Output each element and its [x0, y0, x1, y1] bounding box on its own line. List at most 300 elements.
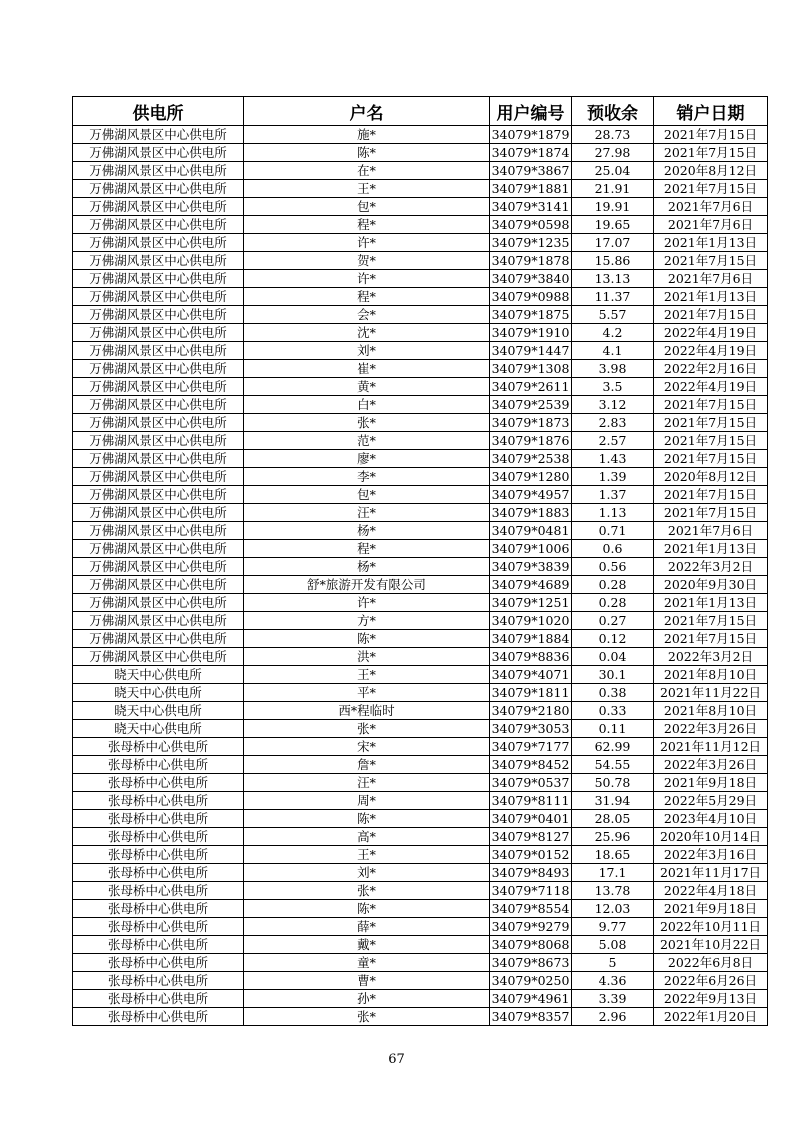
- cell-closure-date: 2020年9月30日: [654, 576, 768, 594]
- cell-supply-station: 张母桥中心供电所: [73, 936, 244, 954]
- cell-prepaid-balance: 3.39: [572, 990, 654, 1008]
- cell-supply-station: 张母桥中心供电所: [73, 792, 244, 810]
- table-row: [73, 918, 768, 936]
- cell-supply-station: 张母桥中心供电所: [73, 1008, 244, 1026]
- cell-prepaid-balance: 18.65: [572, 846, 654, 864]
- table-row: [73, 810, 768, 828]
- cell-supply-station: 万佛湖风景区中心供电所: [73, 594, 244, 612]
- cell-supply-station: 张母桥中心供电所: [73, 900, 244, 918]
- cell-user-number: 34079*0537: [490, 774, 572, 792]
- cell-supply-station: 万佛湖风景区中心供电所: [73, 522, 244, 540]
- cell-account-name: 王*: [244, 180, 490, 198]
- cell-account-name: 陈*: [244, 810, 490, 828]
- table-row: [73, 450, 768, 468]
- cell-closure-date: 2021年7月15日: [654, 504, 768, 522]
- cell-supply-station: 万佛湖风景区中心供电所: [73, 342, 244, 360]
- cell-account-name: 汪*: [244, 774, 490, 792]
- header-supply-station: 供电所: [73, 97, 244, 126]
- cell-account-name: 詹*: [244, 756, 490, 774]
- cell-account-name: 包*: [244, 486, 490, 504]
- cell-prepaid-balance: 2.96: [572, 1008, 654, 1026]
- cell-closure-date: 2021年8月10日: [654, 702, 768, 720]
- cell-user-number: 34079*8452: [490, 756, 572, 774]
- cell-account-name: 李*: [244, 468, 490, 486]
- cell-supply-station: 万佛湖风景区中心供电所: [73, 144, 244, 162]
- cell-account-name: 高*: [244, 828, 490, 846]
- cell-supply-station: 万佛湖风景区中心供电所: [73, 180, 244, 198]
- cell-closure-date: 2021年7月6日: [654, 216, 768, 234]
- cell-user-number: 34079*8068: [490, 936, 572, 954]
- table-row: [73, 666, 768, 684]
- cell-account-name: 陈*: [244, 630, 490, 648]
- cell-account-name: 曹*: [244, 972, 490, 990]
- table-row: [73, 720, 768, 738]
- cell-account-name: 舒*旅游开发有限公司: [244, 576, 490, 594]
- cell-user-number: 34079*8493: [490, 864, 572, 882]
- cell-closure-date: 2021年7月6日: [654, 270, 768, 288]
- cell-supply-station: 万佛湖风景区中心供电所: [73, 648, 244, 666]
- table-row: [73, 756, 768, 774]
- cell-supply-station: 万佛湖风景区中心供电所: [73, 126, 244, 144]
- cell-closure-date: 2021年7月15日: [654, 630, 768, 648]
- cell-prepaid-balance: 21.91: [572, 180, 654, 198]
- cell-account-name: 程*: [244, 540, 490, 558]
- cell-account-name: 会*: [244, 306, 490, 324]
- cell-prepaid-balance: 31.94: [572, 792, 654, 810]
- cell-closure-date: 2021年1月13日: [654, 540, 768, 558]
- cell-closure-date: 2022年4月19日: [654, 324, 768, 342]
- table-row: [73, 126, 768, 144]
- table-row: [73, 144, 768, 162]
- cell-supply-station: 晓天中心供电所: [73, 666, 244, 684]
- cell-supply-station: 张母桥中心供电所: [73, 774, 244, 792]
- cell-closure-date: 2021年7月6日: [654, 522, 768, 540]
- cell-closure-date: 2020年8月12日: [654, 468, 768, 486]
- cell-prepaid-balance: 62.99: [572, 738, 654, 756]
- cell-account-name: 程*: [244, 216, 490, 234]
- cell-user-number: 34079*1447: [490, 342, 572, 360]
- cell-user-number: 34079*1884: [490, 630, 572, 648]
- cell-closure-date: 2022年6月26日: [654, 972, 768, 990]
- cell-account-name: 在*: [244, 162, 490, 180]
- cell-prepaid-balance: 25.04: [572, 162, 654, 180]
- page-number: 67: [388, 1052, 405, 1067]
- table-row: [73, 702, 768, 720]
- cell-prepaid-balance: 1.37: [572, 486, 654, 504]
- cell-account-name: 施*: [244, 126, 490, 144]
- cell-prepaid-balance: 0.27: [572, 612, 654, 630]
- cell-closure-date: 2022年3月16日: [654, 846, 768, 864]
- cell-user-number: 34079*1883: [490, 504, 572, 522]
- cell-prepaid-balance: 27.98: [572, 144, 654, 162]
- table-row: [73, 270, 768, 288]
- cell-user-number: 34079*0152: [490, 846, 572, 864]
- cell-prepaid-balance: 5.08: [572, 936, 654, 954]
- cell-account-name: 童*: [244, 954, 490, 972]
- cell-prepaid-balance: 12.03: [572, 900, 654, 918]
- table-row: [73, 828, 768, 846]
- cell-prepaid-balance: 28.05: [572, 810, 654, 828]
- cell-supply-station: 万佛湖风景区中心供电所: [73, 558, 244, 576]
- cell-user-number: 34079*1006: [490, 540, 572, 558]
- cell-closure-date: 2020年10月14日: [654, 828, 768, 846]
- table-row: [73, 558, 768, 576]
- cell-supply-station: 张母桥中心供电所: [73, 738, 244, 756]
- cell-user-number: 34079*8127: [490, 828, 572, 846]
- cell-account-name: 许*: [244, 234, 490, 252]
- cell-user-number: 34079*8357: [490, 1008, 572, 1026]
- cell-closure-date: 2021年9月18日: [654, 900, 768, 918]
- cell-supply-station: 万佛湖风景区中心供电所: [73, 288, 244, 306]
- table-row: [73, 882, 768, 900]
- table-row: [73, 504, 768, 522]
- cell-user-number: 34079*8554: [490, 900, 572, 918]
- cell-account-name: 刘*: [244, 864, 490, 882]
- table-row: [73, 738, 768, 756]
- cell-supply-station: 万佛湖风景区中心供电所: [73, 612, 244, 630]
- cell-user-number: 34079*9279: [490, 918, 572, 936]
- cell-closure-date: 2022年1月20日: [654, 1008, 768, 1026]
- cell-user-number: 34079*1811: [490, 684, 572, 702]
- table-row: [73, 378, 768, 396]
- cell-prepaid-balance: 2.83: [572, 414, 654, 432]
- cell-prepaid-balance: 11.37: [572, 288, 654, 306]
- cell-prepaid-balance: 3.5: [572, 378, 654, 396]
- cell-user-number: 34079*3867: [490, 162, 572, 180]
- table-row: [73, 612, 768, 630]
- table-row: [73, 180, 768, 198]
- cell-prepaid-balance: 13.13: [572, 270, 654, 288]
- cell-closure-date: 2021年7月15日: [654, 396, 768, 414]
- cell-closure-date: 2021年7月15日: [654, 126, 768, 144]
- cell-user-number: 34079*1910: [490, 324, 572, 342]
- table-row: [73, 900, 768, 918]
- cell-prepaid-balance: 1.43: [572, 450, 654, 468]
- table-row: [73, 432, 768, 450]
- header-user-number: 用户编号: [490, 97, 572, 126]
- cell-supply-station: 张母桥中心供电所: [73, 972, 244, 990]
- cell-account-name: 贺*: [244, 252, 490, 270]
- cell-supply-station: 万佛湖风景区中心供电所: [73, 468, 244, 486]
- header-prepaid-balance: 预收余: [572, 97, 654, 126]
- cell-closure-date: 2022年3月26日: [654, 756, 768, 774]
- cell-account-name: 戴*: [244, 936, 490, 954]
- table-row: [73, 576, 768, 594]
- cell-closure-date: 2021年11月22日: [654, 684, 768, 702]
- table-row: [73, 540, 768, 558]
- cell-account-name: 平*: [244, 684, 490, 702]
- cell-prepaid-balance: 9.77: [572, 918, 654, 936]
- cell-closure-date: 2021年7月15日: [654, 180, 768, 198]
- cell-prepaid-balance: 0.38: [572, 684, 654, 702]
- table-row: [73, 468, 768, 486]
- cell-user-number: 34079*7177: [490, 738, 572, 756]
- cell-account-name: 洪*: [244, 648, 490, 666]
- cell-user-number: 34079*8111: [490, 792, 572, 810]
- cell-closure-date: 2022年3月26日: [654, 720, 768, 738]
- cell-user-number: 34079*2180: [490, 702, 572, 720]
- cell-closure-date: 2022年3月2日: [654, 648, 768, 666]
- cell-closure-date: 2022年10月11日: [654, 918, 768, 936]
- cell-closure-date: 2021年8月10日: [654, 666, 768, 684]
- cell-user-number: 34079*1251: [490, 594, 572, 612]
- cell-supply-station: 张母桥中心供电所: [73, 828, 244, 846]
- cell-closure-date: 2021年9月18日: [654, 774, 768, 792]
- table-row: [73, 990, 768, 1008]
- cell-account-name: 黄*: [244, 378, 490, 396]
- cell-prepaid-balance: 50.78: [572, 774, 654, 792]
- cell-closure-date: 2021年7月6日: [654, 198, 768, 216]
- cell-prepaid-balance: 15.86: [572, 252, 654, 270]
- cell-supply-station: 万佛湖风景区中心供电所: [73, 630, 244, 648]
- cell-prepaid-balance: 0.6: [572, 540, 654, 558]
- cell-closure-date: 2021年11月17日: [654, 864, 768, 882]
- cell-supply-station: 晓天中心供电所: [73, 702, 244, 720]
- cell-closure-date: 2021年7月15日: [654, 144, 768, 162]
- cell-supply-station: 万佛湖风景区中心供电所: [73, 198, 244, 216]
- table-body: [73, 126, 768, 1026]
- cell-account-name: 陈*: [244, 900, 490, 918]
- cell-supply-station: 万佛湖风景区中心供电所: [73, 270, 244, 288]
- cell-supply-station: 张母桥中心供电所: [73, 918, 244, 936]
- cell-prepaid-balance: 17.1: [572, 864, 654, 882]
- cell-account-name: 许*: [244, 594, 490, 612]
- cell-prepaid-balance: 13.78: [572, 882, 654, 900]
- table-row: [73, 252, 768, 270]
- cell-user-number: 34079*1235: [490, 234, 572, 252]
- table-row: [73, 522, 768, 540]
- header-account-name: 户名: [244, 97, 490, 126]
- cell-supply-station: 万佛湖风景区中心供电所: [73, 450, 244, 468]
- cell-account-name: 杨*: [244, 522, 490, 540]
- cell-closure-date: 2020年8月12日: [654, 162, 768, 180]
- cell-closure-date: 2021年7月15日: [654, 306, 768, 324]
- table-row: [73, 1008, 768, 1026]
- cell-supply-station: 张母桥中心供电所: [73, 882, 244, 900]
- cell-closure-date: 2021年11月12日: [654, 738, 768, 756]
- cell-supply-station: 万佛湖风景区中心供电所: [73, 324, 244, 342]
- cell-prepaid-balance: 54.55: [572, 756, 654, 774]
- cell-account-name: 沈*: [244, 324, 490, 342]
- cell-account-name: 薛*: [244, 918, 490, 936]
- cell-user-number: 34079*3053: [490, 720, 572, 738]
- cell-supply-station: 万佛湖风景区中心供电所: [73, 234, 244, 252]
- cell-closure-date: 2021年10月22日: [654, 936, 768, 954]
- cell-user-number: 34079*2539: [490, 396, 572, 414]
- cell-prepaid-balance: 3.12: [572, 396, 654, 414]
- cell-prepaid-balance: 0.12: [572, 630, 654, 648]
- cell-account-name: 张*: [244, 414, 490, 432]
- cell-prepaid-balance: 4.2: [572, 324, 654, 342]
- cell-supply-station: 万佛湖风景区中心供电所: [73, 378, 244, 396]
- table-row: [73, 396, 768, 414]
- cell-user-number: 34079*1874: [490, 144, 572, 162]
- cell-user-number: 34079*1873: [490, 414, 572, 432]
- cell-supply-station: 张母桥中心供电所: [73, 990, 244, 1008]
- table-header-row: [73, 97, 768, 126]
- table-row: [73, 234, 768, 252]
- cell-supply-station: 万佛湖风景区中心供电所: [73, 414, 244, 432]
- cell-user-number: 34079*1879: [490, 126, 572, 144]
- table-row: [73, 936, 768, 954]
- header-closure-date: 销户日期: [654, 97, 768, 126]
- cell-supply-station: 万佛湖风景区中心供电所: [73, 162, 244, 180]
- cell-user-number: 34079*2611: [490, 378, 572, 396]
- table-row: [73, 360, 768, 378]
- cell-user-number: 34079*1875: [490, 306, 572, 324]
- cell-user-number: 34079*2538: [490, 450, 572, 468]
- cell-closure-date: 2021年1月13日: [654, 594, 768, 612]
- cell-closure-date: 2022年6月8日: [654, 954, 768, 972]
- cell-account-name: 陈*: [244, 144, 490, 162]
- cell-user-number: 34079*0401: [490, 810, 572, 828]
- cell-account-name: 刘*: [244, 342, 490, 360]
- cell-prepaid-balance: 0.28: [572, 594, 654, 612]
- cell-closure-date: 2022年2月16日: [654, 360, 768, 378]
- cell-user-number: 34079*8836: [490, 648, 572, 666]
- cell-closure-date: 2022年5月29日: [654, 792, 768, 810]
- cell-prepaid-balance: 1.13: [572, 504, 654, 522]
- cell-user-number: 34079*1876: [490, 432, 572, 450]
- cell-account-name: 崔*: [244, 360, 490, 378]
- table-row: [73, 306, 768, 324]
- cell-prepaid-balance: 1.39: [572, 468, 654, 486]
- cell-prepaid-balance: 5.57: [572, 306, 654, 324]
- cell-user-number: 34079*7118: [490, 882, 572, 900]
- cell-prepaid-balance: 30.1: [572, 666, 654, 684]
- cell-closure-date: 2021年7月15日: [654, 612, 768, 630]
- cell-prepaid-balance: 0.56: [572, 558, 654, 576]
- cell-account-name: 包*: [244, 198, 490, 216]
- cell-prepaid-balance: 0.33: [572, 702, 654, 720]
- cell-user-number: 34079*0250: [490, 972, 572, 990]
- cell-closure-date: 2021年7月15日: [654, 252, 768, 270]
- cell-supply-station: 万佛湖风景区中心供电所: [73, 540, 244, 558]
- cell-account-name: 程*: [244, 288, 490, 306]
- cell-supply-station: 万佛湖风景区中心供电所: [73, 252, 244, 270]
- cell-account-name: 周*: [244, 792, 490, 810]
- cell-prepaid-balance: 3.98: [572, 360, 654, 378]
- cell-prepaid-balance: 0.28: [572, 576, 654, 594]
- cell-prepaid-balance: 19.65: [572, 216, 654, 234]
- cell-closure-date: 2021年7月15日: [654, 450, 768, 468]
- cell-prepaid-balance: 0.71: [572, 522, 654, 540]
- table-row: [73, 954, 768, 972]
- cell-closure-date: 2021年7月15日: [654, 414, 768, 432]
- cell-account-name: 孙*: [244, 990, 490, 1008]
- cell-user-number: 34079*4957: [490, 486, 572, 504]
- account-closure-table: [72, 96, 768, 1026]
- table-row: [73, 216, 768, 234]
- cell-closure-date: 2022年3月2日: [654, 558, 768, 576]
- table-row: [73, 774, 768, 792]
- cell-prepaid-balance: 19.91: [572, 198, 654, 216]
- cell-user-number: 34079*4961: [490, 990, 572, 1008]
- table-row: [73, 486, 768, 504]
- cell-supply-station: 张母桥中心供电所: [73, 756, 244, 774]
- table-row: [73, 630, 768, 648]
- cell-supply-station: 张母桥中心供电所: [73, 864, 244, 882]
- cell-closure-date: 2021年7月15日: [654, 432, 768, 450]
- cell-user-number: 34079*1881: [490, 180, 572, 198]
- cell-account-name: 廖*: [244, 450, 490, 468]
- cell-supply-station: 张母桥中心供电所: [73, 810, 244, 828]
- table-row: [73, 684, 768, 702]
- table-row: [73, 324, 768, 342]
- cell-prepaid-balance: 0.04: [572, 648, 654, 666]
- cell-account-name: 张*: [244, 720, 490, 738]
- cell-account-name: 宋*: [244, 738, 490, 756]
- cell-user-number: 34079*1280: [490, 468, 572, 486]
- cell-closure-date: 2022年4月19日: [654, 378, 768, 396]
- table-row: [73, 198, 768, 216]
- cell-account-name: 许*: [244, 270, 490, 288]
- cell-user-number: 34079*3840: [490, 270, 572, 288]
- cell-account-name: 白*: [244, 396, 490, 414]
- cell-closure-date: 2021年1月13日: [654, 288, 768, 306]
- cell-account-name: 张*: [244, 882, 490, 900]
- cell-prepaid-balance: 4.36: [572, 972, 654, 990]
- cell-supply-station: 万佛湖风景区中心供电所: [73, 216, 244, 234]
- cell-user-number: 34079*8673: [490, 954, 572, 972]
- cell-prepaid-balance: 0.11: [572, 720, 654, 738]
- cell-user-number: 34079*0481: [490, 522, 572, 540]
- cell-account-name: 杨*: [244, 558, 490, 576]
- cell-supply-station: 万佛湖风景区中心供电所: [73, 504, 244, 522]
- table-row: [73, 162, 768, 180]
- cell-account-name: 方*: [244, 612, 490, 630]
- cell-prepaid-balance: 28.73: [572, 126, 654, 144]
- cell-user-number: 34079*1878: [490, 252, 572, 270]
- cell-user-number: 34079*0988: [490, 288, 572, 306]
- cell-account-name: 汪*: [244, 504, 490, 522]
- table-row: [73, 342, 768, 360]
- cell-closure-date: 2022年4月19日: [654, 342, 768, 360]
- cell-closure-date: 2022年9月13日: [654, 990, 768, 1008]
- cell-closure-date: 2021年1月13日: [654, 234, 768, 252]
- table-row: [73, 972, 768, 990]
- table-row: [73, 864, 768, 882]
- cell-account-name: 范*: [244, 432, 490, 450]
- cell-account-name: 西*程临时: [244, 702, 490, 720]
- cell-supply-station: 张母桥中心供电所: [73, 954, 244, 972]
- cell-user-number: 34079*0598: [490, 216, 572, 234]
- cell-user-number: 34079*1020: [490, 612, 572, 630]
- table-row: [73, 288, 768, 306]
- cell-account-name: 张*: [244, 1008, 490, 1026]
- cell-prepaid-balance: 2.57: [572, 432, 654, 450]
- table-row: [73, 594, 768, 612]
- cell-closure-date: 2021年7月15日: [654, 486, 768, 504]
- cell-prepaid-balance: 25.96: [572, 828, 654, 846]
- cell-user-number: 34079*3839: [490, 558, 572, 576]
- cell-supply-station: 晓天中心供电所: [73, 684, 244, 702]
- cell-prepaid-balance: 4.1: [572, 342, 654, 360]
- cell-supply-station: 万佛湖风景区中心供电所: [73, 360, 244, 378]
- cell-supply-station: 万佛湖风景区中心供电所: [73, 306, 244, 324]
- table-row: [73, 648, 768, 666]
- cell-closure-date: 2023年4月10日: [654, 810, 768, 828]
- cell-supply-station: 张母桥中心供电所: [73, 846, 244, 864]
- cell-user-number: 34079*4071: [490, 666, 572, 684]
- cell-supply-station: 万佛湖风景区中心供电所: [73, 486, 244, 504]
- cell-prepaid-balance: 5: [572, 954, 654, 972]
- cell-supply-station: 万佛湖风景区中心供电所: [73, 576, 244, 594]
- table-row: [73, 792, 768, 810]
- cell-prepaid-balance: 17.07: [572, 234, 654, 252]
- cell-user-number: 34079*4689: [490, 576, 572, 594]
- cell-account-name: 王*: [244, 666, 490, 684]
